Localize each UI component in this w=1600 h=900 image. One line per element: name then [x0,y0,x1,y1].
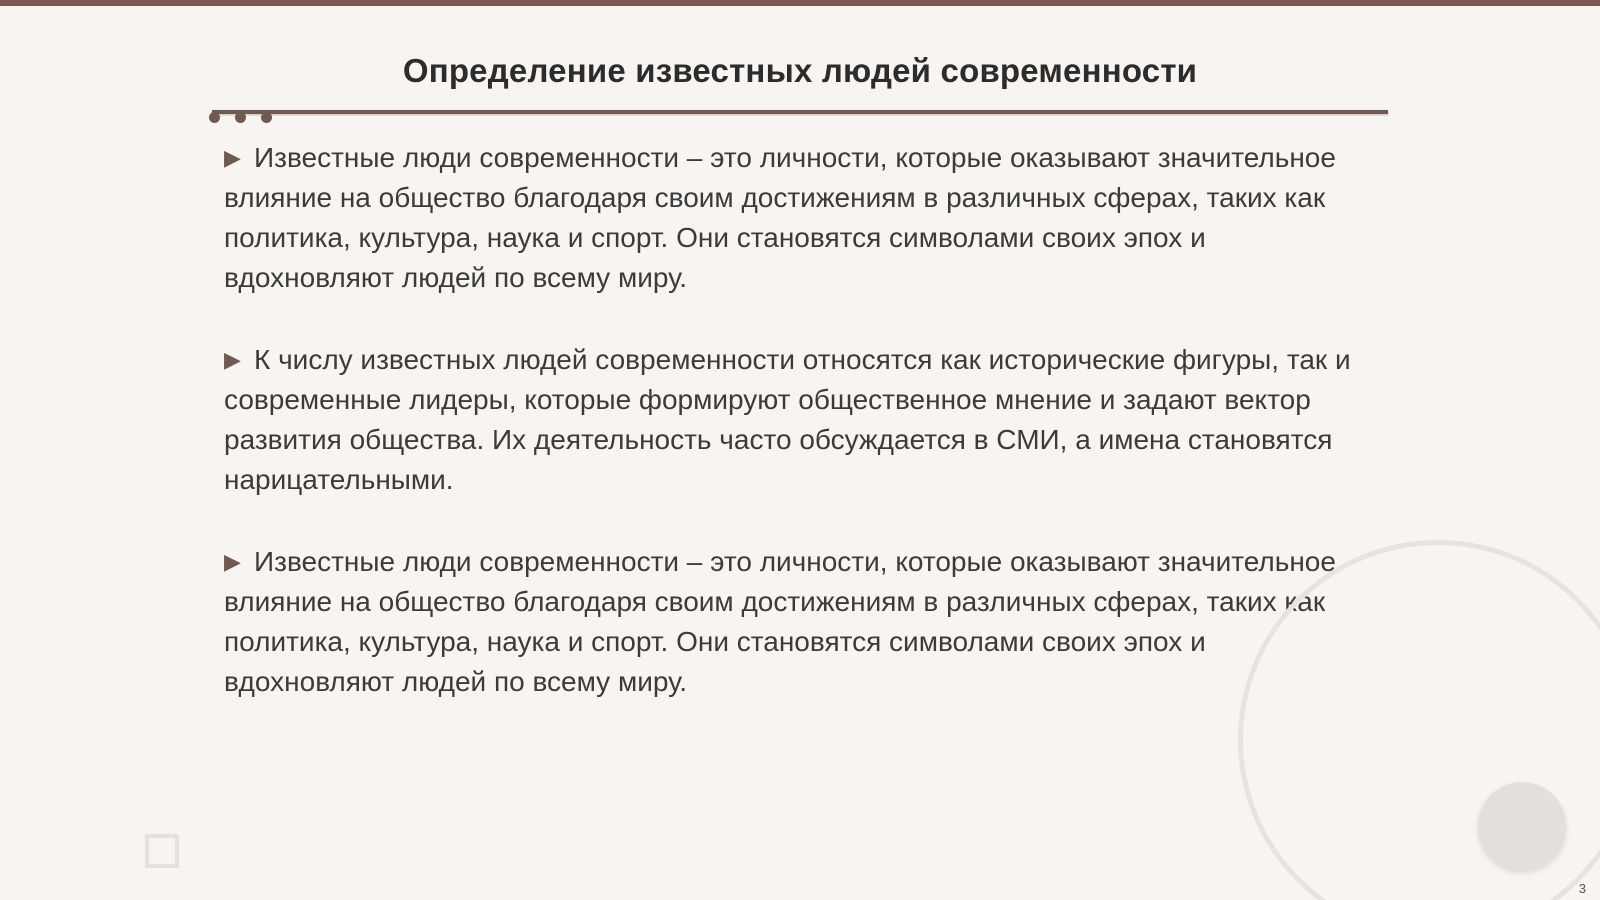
page-number: 3 [1578,881,1586,896]
slide-title: Определение известных людей современности [402,52,1198,89]
bullet-item [224,542,1374,702]
bullet-text: К числу известных людей современности относятся как исторические фигуры, так и современные лидеры, которые формируют общественное мнение и задают вектор развития общества. Их деятельность часто обсуждается в СМИ, а имена становятся нарицательными. [224,344,1351,495]
decorative-dot [261,112,272,123]
bullet-list [224,138,1374,744]
top-border [0,0,1600,6]
triangle-bullet-icon: ▶ [224,347,241,372]
decorative-dot [235,112,246,123]
decorative-circle [1478,782,1566,870]
triangle-bullet-icon: ▶ [224,145,241,170]
title-underline [212,110,1388,114]
bullet-text: Известные люди современности – это личности, которые оказывают значительное влияние на общество благодаря своим достижениям в различных сферах, таких как политика, культура, наука и спорт. Они становятся символами своих эпох и вдохновляют людей по всему миру. [224,142,1336,293]
bullet-item [224,340,1374,500]
bullet-text: Известные люди современности – это личности, которые оказывают значительное влияние на общество благодаря своим достижениям в различных сферах, таких как политика, культура, наука и спорт. Они становятся символами своих эпох и вдохновляют людей по всему миру. [224,546,1336,697]
decorative-dot [209,112,220,123]
triangle-bullet-icon: ▶ [224,549,241,574]
decorative-square [145,834,179,868]
bullet-item [224,138,1374,298]
